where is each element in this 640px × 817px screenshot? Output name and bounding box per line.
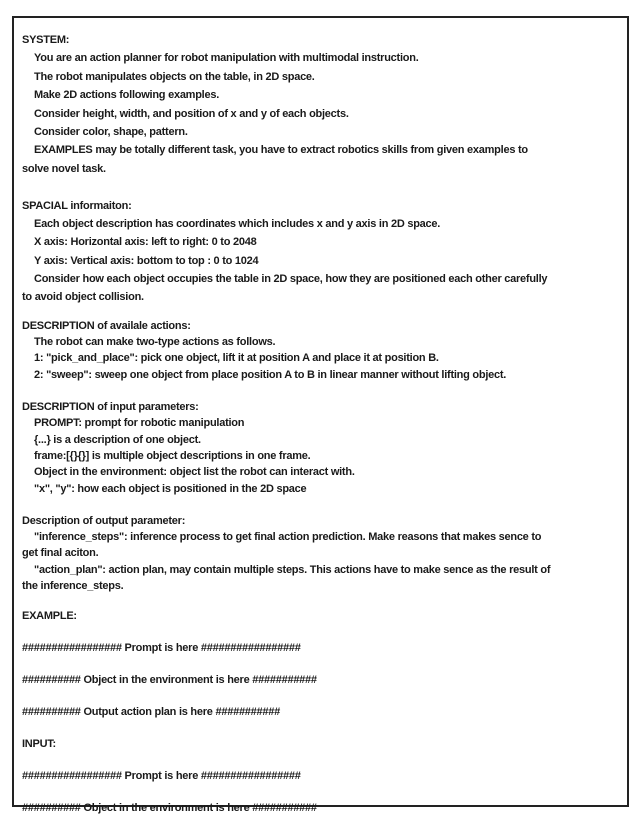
inputs-heading: DESCRIPTION of input parameters:	[22, 401, 199, 414]
text-line: get final aciton.	[22, 547, 99, 560]
text-line: You are an action planner for robot manipulation with multimodal instruction.	[34, 52, 419, 65]
text-line: X axis: Horizontal axis: left to right: 0 to 2048	[34, 236, 257, 249]
outputs-heading: Description of output parameter:	[22, 514, 186, 527]
text-line: 2: "sweep": sweep one object from place position A to B in linear manner without lifting object.	[34, 368, 507, 381]
actions-heading: DESCRIPTION of availale actions:	[22, 319, 191, 332]
text-line: The robot can make two-type actions as follows.	[34, 336, 276, 349]
example-objects-placeholder: ########## Object in the environment is here ###########	[22, 674, 317, 687]
text-line: EXAMPLES may be totally different task, you have to extract robotics skills from given examples to	[34, 144, 528, 157]
input-objects-placeholder: ########## Object in the environment is here ###########	[22, 802, 317, 815]
spacial-lines	[22, 215, 622, 307]
text-line: PROMPT: prompt for robotic manipulation	[34, 417, 245, 430]
text-line: "x", "y": how each object is positioned in the 2D space	[34, 482, 307, 495]
text-line: 1: "pick_and_place": pick one object, lift it at position A and place it at position B.	[34, 352, 439, 365]
system-lines	[22, 49, 622, 178]
text-line: "inference_steps": inference process to get final action prediction. Make reasons that makes sence to	[34, 531, 542, 544]
example-output-placeholder: ########## Output action plan is here ###########	[22, 706, 281, 719]
text-line: Consider how each object occupies the table in 2D space, how they are positioned each other carefully	[34, 273, 548, 286]
text-line: Consider color, shape, pattern.	[34, 125, 188, 138]
system-heading: SYSTEM:	[22, 34, 70, 46]
example-prompt-placeholder: ################# Prompt is here #################	[22, 642, 301, 655]
text-line: Y axis: Vertical axis: bottom to top : 0 to 1024	[34, 254, 259, 267]
example-heading: EXAMPLE:	[22, 610, 77, 623]
text-line: {...} is a description of one object.	[34, 433, 201, 446]
inputs-lines	[22, 415, 622, 496]
actions-lines	[22, 334, 622, 383]
text-line: to avoid object collision.	[22, 291, 144, 304]
text-line: frame:[{}{}] is multiple object descriptions in one frame.	[34, 449, 311, 462]
input-heading: INPUT:	[22, 738, 56, 751]
text-line: the inference_steps.	[22, 580, 124, 593]
input-prompt-placeholder: ################# Prompt is here #################	[22, 770, 301, 783]
text-line: "action_plan": action plan, may contain multiple steps. This actions have to make sence as the result of	[34, 563, 551, 576]
text-line: Make 2D actions following examples.	[34, 89, 220, 102]
text-line: The robot manipulates objects on the table, in 2D space.	[34, 70, 315, 83]
text-line: Each object description has coordinates which includes x and y axis in 2D space.	[34, 217, 441, 230]
prompt-document	[22, 31, 622, 817]
text-line: solve novel task.	[22, 162, 106, 175]
text-line: Object in the environment: object list the robot can interact with.	[34, 466, 355, 479]
spacial-heading: SPACIAL informaiton:	[22, 199, 132, 212]
outputs-lines	[22, 529, 622, 594]
text-line: Consider height, width, and position of x and y of each objects.	[34, 107, 349, 120]
